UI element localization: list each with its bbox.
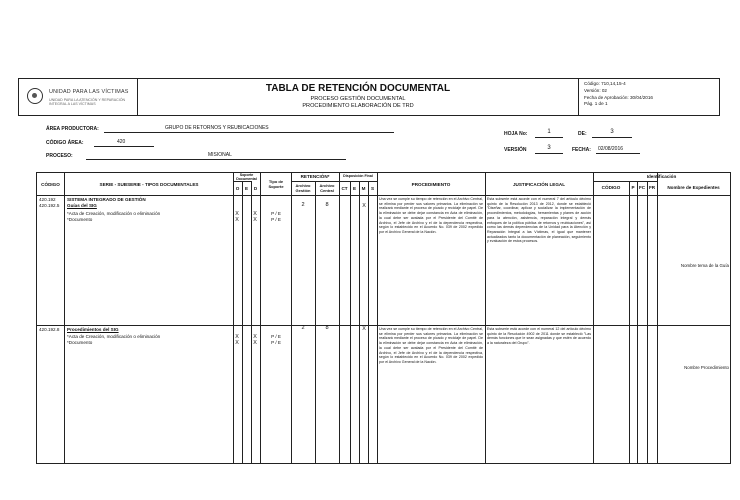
logo-text: UNIDAD PARA LAS VÍCTIMAS bbox=[49, 89, 129, 95]
proceso-underline bbox=[86, 159, 346, 160]
col-disp-e: E bbox=[352, 186, 357, 191]
logo-cell bbox=[19, 79, 138, 115]
row1-subserie: Guías del SIG bbox=[67, 203, 97, 208]
col-soporte-d: D bbox=[253, 186, 258, 191]
row2-tipo-documento: *Documento bbox=[67, 340, 93, 345]
col-justificacion-header: JUSTIFICACIÓN LEGAL bbox=[512, 182, 566, 187]
col-nombre-expedientes-header: Nombre de Expedientes bbox=[667, 185, 720, 190]
col-soporte-e: E bbox=[244, 186, 249, 191]
col-serie-header: SERIE - SUBSERIE - TIPOS DOCUMENTALES bbox=[99, 182, 199, 187]
row2-justificacion: Esta subserie está acorde con el numeral 12 del artículo décimo quinto de la Resolución 4902 de 2011 donde se estableció "Las demás funciones que le sean asignadas y que estén de acuerdo a la naturaleza del Grupo". bbox=[487, 327, 591, 346]
row2-mark-d-2: X bbox=[253, 340, 257, 346]
row2-soporte-1: P / E bbox=[271, 334, 281, 339]
row1-code-subserie: 420.192.5 bbox=[39, 203, 60, 208]
row2-mark-d-1: X bbox=[253, 334, 257, 340]
meta-approval-date: Fecha de Aprobación: 30/04/2016 bbox=[584, 94, 653, 100]
row2-disp-e-mark: X bbox=[362, 326, 366, 332]
document-subtitle-process: PROCESO GESTIÓN DOCUMENTAL bbox=[310, 96, 406, 102]
de-value: 3 bbox=[610, 129, 614, 135]
fecha-label: FECHA: bbox=[572, 147, 591, 153]
row1-procedimiento: Una vez se cumple su tiempo de retención en el Archivo Central, se elimina por perder sus valores primarios. La eliminación se realizará mediante el proceso de picado y reciclaje de papel. De la eliminación se debe dejar constancia en Acta de eliminación, la cual debe ser avalada por el Presidente del Comité de Archivo, el Jefe de Archivo y el de la dependencia respectiva, según lo establecido en el Acuerdo No. 039 de 2002 expedido por el Archivo General de la Nación. bbox=[379, 197, 483, 234]
col-archivo-central-header: Archivo Central bbox=[319, 183, 335, 194]
col-disp-m: M bbox=[361, 186, 366, 191]
codigo-area-underline bbox=[94, 146, 154, 147]
row2-archivo-gestion: 2 bbox=[301, 325, 305, 331]
row2-mark-o-2: X bbox=[235, 340, 239, 346]
fecha-underline bbox=[596, 153, 640, 154]
meta-code: Código: 710,14,15-4 bbox=[584, 81, 626, 86]
col-procedimiento-header: PROCEDIMIENTO bbox=[411, 182, 451, 187]
row1-code-serie: 420.192 bbox=[39, 197, 56, 202]
row1-serie: SISTEMA INTEGRADO DE GESTIÓN bbox=[67, 197, 146, 202]
seal-icon bbox=[27, 88, 43, 104]
row2-mark-o-1: X bbox=[235, 334, 239, 340]
codigo-area-label: CÓDIGO ÁREA: bbox=[46, 140, 84, 146]
document-meta bbox=[584, 81, 653, 108]
col-disp-s: S bbox=[370, 186, 375, 191]
row2-soporte-2: P / E bbox=[271, 340, 281, 345]
retention-table bbox=[36, 172, 731, 464]
hoja-label: HOJA No: bbox=[504, 131, 528, 137]
hoja-underline bbox=[535, 137, 563, 138]
fecha-value: 02/08/2016 bbox=[598, 146, 624, 152]
col-retencion-group-header: RETENCIÓN* bbox=[300, 174, 330, 179]
col-id-fr: FR bbox=[648, 185, 656, 190]
version-value: 3 bbox=[547, 145, 551, 151]
row1-disp-e-mark: X bbox=[362, 203, 366, 209]
col-id-fc: FC bbox=[638, 185, 646, 190]
logo-subtext: UNIDAD PARA LA ATENCIÓN Y REPARACIÓN INTEGRAL A LAS VÍCTIMAS bbox=[49, 98, 126, 106]
row1-tipo-documento: *Documento bbox=[67, 217, 93, 222]
col-soporte-o: O bbox=[235, 186, 240, 191]
codigo-area-value: 420 bbox=[117, 139, 126, 145]
row1-mark-o-1: X bbox=[235, 211, 239, 217]
row2-nombre-expediente: Nombre Procedimiento bbox=[684, 365, 729, 370]
col-tipo-soporte-header: Tipo de Soporte bbox=[268, 179, 284, 190]
row2-code-subserie: 420.192.8 bbox=[39, 327, 60, 332]
row1-mark-d-2: X bbox=[253, 217, 257, 223]
version-label: VERSIÓN bbox=[504, 147, 527, 153]
meta-page: Pág. 1 de 1 bbox=[584, 101, 608, 107]
col-identificacion-group-header: Identificación bbox=[646, 174, 677, 179]
row1-soporte-1: P / E bbox=[271, 211, 281, 216]
row2-subserie: Procedimientos del SIG bbox=[67, 327, 119, 332]
document-title: TABLA DE RETENCIÓN DOCUMENTAL bbox=[265, 83, 451, 94]
meta-version: Versión: 02 bbox=[584, 87, 607, 93]
row1-tipo-acta: *Acta de Creación, modificación o eliminación bbox=[67, 211, 161, 216]
proceso-value: MISIONAL bbox=[208, 152, 232, 158]
row1-soporte-2: P / E bbox=[271, 217, 281, 222]
row2-archivo-central: 8 bbox=[325, 325, 329, 331]
title-cell bbox=[138, 79, 579, 115]
col-disp-ct: CT bbox=[341, 186, 348, 191]
col-codigo-header: CÓDIGO bbox=[41, 182, 60, 187]
area-underline bbox=[104, 132, 394, 133]
document-header bbox=[18, 78, 720, 116]
col-id-p: P bbox=[631, 185, 635, 190]
row1-justificacion: Esta subserie está acorde con el numeral 7 del artículo décimo quinto de la Resolución 2013 de 2012, donde se estableció "Diseñar, coordinar, aplicar y socializar la implementación de procedimientos, metodologías, herramientas y planes de acción para la atención, asistencia, reparación integral y demás enfoques de la política pública de retornos y reubicaciones", así como las demás dependencias de la Unidad para la Atención y Reparación Integral a las Víctimas, el igual que mantener actualizados tanto la documentación de planeación, seguimiento y evaluación de estos procesos. bbox=[487, 197, 591, 244]
version-underline bbox=[535, 153, 563, 154]
proceso-label: PROCESO: bbox=[46, 153, 73, 159]
row2-tipo-acta: *Acta de Creación, modificación o eliminación bbox=[67, 334, 161, 339]
col-id-codigo: CÓDIGO bbox=[601, 185, 621, 190]
de-label: DE: bbox=[578, 131, 587, 137]
area-value: GRUPO DE RETORNOS Y REUBICACIONES bbox=[165, 125, 269, 131]
row2-procedimiento: Una vez se cumple su tiempo de retención en el Archivo Central, se elimina por perder sus valores primarios. La eliminación se realizará mediante el proceso de picado y reciclaje de papel. De la eliminación se debe dejar constancia en Acta de eliminación, la cual debe ser avalada por el Presidente del Comité de Archivo, el Jefe de Archivo y el de la dependencia respectiva, según lo establecido en el Acuerdo No. 039 de 2002 expedido por el Archivo General de la Nación. bbox=[379, 327, 483, 364]
hoja-value: 1 bbox=[547, 129, 551, 135]
col-soporte-group-header: Soporte Documental bbox=[236, 173, 257, 181]
area-label: ÁREA PRODUCTORA: bbox=[46, 126, 99, 132]
col-archivo-gestion-header: Archivo Gestión bbox=[295, 183, 311, 194]
document-subtitle-procedure: PROCEDIMIENTO ELABORACIÓN DE TRD bbox=[302, 103, 414, 109]
col-disposicion-group-header: Disposición Final bbox=[343, 174, 373, 178]
row1-archivo-central: 8 bbox=[325, 202, 329, 208]
row1-nombre-expediente: Nombre tema de la Guía bbox=[680, 263, 729, 268]
row1-archivo-gestion: 2 bbox=[301, 202, 305, 208]
de-underline bbox=[592, 137, 632, 138]
row1-mark-d-1: X bbox=[253, 211, 257, 217]
row1-mark-o-2: X bbox=[235, 217, 239, 223]
